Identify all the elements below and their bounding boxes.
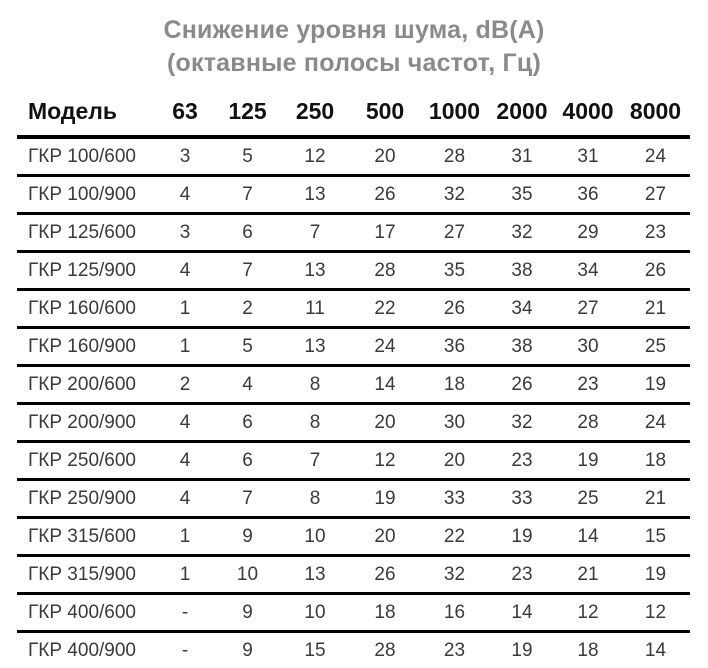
value-cell: 33 <box>489 480 555 518</box>
model-cell: ГКР 400/900 <box>17 632 155 668</box>
value-cell: 19 <box>489 632 555 668</box>
value-cell: 4 <box>155 176 215 214</box>
value-cell: 23 <box>489 442 555 480</box>
value-cell: 7 <box>215 176 280 214</box>
model-cell: ГКР 100/900 <box>17 176 155 214</box>
value-cell: 31 <box>555 137 621 176</box>
value-cell: 12 <box>280 137 350 176</box>
table-row <box>17 252 690 290</box>
value-cell: 24 <box>350 328 420 366</box>
table-title-line2: (октавные полосы частот, Гц) <box>0 47 708 80</box>
value-cell: 2 <box>215 290 280 328</box>
value-cell: 20 <box>350 404 420 442</box>
column-header-frequency-63: 63 <box>155 90 215 137</box>
value-cell: 5 <box>215 137 280 176</box>
value-cell: 38 <box>489 328 555 366</box>
table-row <box>17 480 690 518</box>
value-cell: 23 <box>555 366 621 404</box>
value-cell: 21 <box>621 290 690 328</box>
column-header-frequency-2000: 2000 <box>489 90 555 137</box>
value-cell: 26 <box>489 366 555 404</box>
noise-table-body <box>17 137 690 668</box>
column-header-frequency-500: 500 <box>350 90 420 137</box>
value-cell: 15 <box>280 632 350 668</box>
value-cell: 13 <box>280 328 350 366</box>
model-cell: ГКР 200/600 <box>17 366 155 404</box>
value-cell: 10 <box>215 556 280 594</box>
value-cell: 32 <box>489 214 555 252</box>
value-cell: 28 <box>420 137 489 176</box>
value-cell: 30 <box>555 328 621 366</box>
value-cell: 19 <box>621 556 690 594</box>
table-row <box>17 404 690 442</box>
table-row <box>17 518 690 556</box>
value-cell: 28 <box>350 632 420 668</box>
value-cell: 10 <box>280 518 350 556</box>
value-cell: 6 <box>215 214 280 252</box>
table-row <box>17 594 690 632</box>
value-cell: 7 <box>215 480 280 518</box>
value-cell: 38 <box>489 252 555 290</box>
model-cell: ГКР 250/900 <box>17 480 155 518</box>
value-cell: 28 <box>555 404 621 442</box>
value-cell: 1 <box>155 556 215 594</box>
value-cell: 14 <box>555 518 621 556</box>
value-cell: 28 <box>350 252 420 290</box>
model-cell: ГКР 200/900 <box>17 404 155 442</box>
value-cell: - <box>155 632 215 668</box>
value-cell: 24 <box>621 137 690 176</box>
value-cell: 23 <box>621 214 690 252</box>
noise-reduction-table <box>17 90 690 668</box>
model-cell: ГКР 125/900 <box>17 252 155 290</box>
value-cell: 4 <box>155 404 215 442</box>
value-cell: 30 <box>420 404 489 442</box>
value-cell: 8 <box>280 366 350 404</box>
value-cell: 19 <box>350 480 420 518</box>
value-cell: 19 <box>555 442 621 480</box>
value-cell: 20 <box>350 137 420 176</box>
value-cell: 20 <box>420 442 489 480</box>
value-cell: 19 <box>621 366 690 404</box>
value-cell: 19 <box>489 518 555 556</box>
value-cell: 35 <box>420 252 489 290</box>
value-cell: 16 <box>420 594 489 632</box>
value-cell: 33 <box>420 480 489 518</box>
value-cell: 11 <box>280 290 350 328</box>
value-cell: 10 <box>280 594 350 632</box>
value-cell: 35 <box>489 176 555 214</box>
column-header-frequency-1000: 1000 <box>420 90 489 137</box>
value-cell: 12 <box>555 594 621 632</box>
value-cell: 15 <box>621 518 690 556</box>
value-cell: 31 <box>489 137 555 176</box>
table-header-row <box>17 90 690 137</box>
value-cell: 22 <box>420 518 489 556</box>
value-cell: 32 <box>420 176 489 214</box>
column-header-frequency-8000: 8000 <box>621 90 690 137</box>
value-cell: 32 <box>420 556 489 594</box>
model-cell: ГКР 125/600 <box>17 214 155 252</box>
table-row <box>17 366 690 404</box>
value-cell: 4 <box>155 252 215 290</box>
value-cell: 12 <box>621 594 690 632</box>
value-cell: 9 <box>215 518 280 556</box>
value-cell: 36 <box>420 328 489 366</box>
value-cell: 14 <box>621 632 690 668</box>
table-title <box>0 0 708 80</box>
value-cell: 3 <box>155 137 215 176</box>
value-cell: 21 <box>555 556 621 594</box>
model-cell: ГКР 160/600 <box>17 290 155 328</box>
value-cell: 26 <box>350 556 420 594</box>
table-row <box>17 442 690 480</box>
value-cell: 36 <box>555 176 621 214</box>
value-cell: 21 <box>621 480 690 518</box>
value-cell: 12 <box>350 442 420 480</box>
value-cell: 20 <box>350 518 420 556</box>
value-cell: 18 <box>350 594 420 632</box>
model-cell: ГКР 100/600 <box>17 137 155 176</box>
table-row <box>17 556 690 594</box>
value-cell: 7 <box>280 442 350 480</box>
table-row <box>17 137 690 176</box>
value-cell: 25 <box>555 480 621 518</box>
table-row <box>17 176 690 214</box>
column-header-model: Модель <box>17 90 155 137</box>
value-cell: 26 <box>350 176 420 214</box>
value-cell: 23 <box>489 556 555 594</box>
value-cell: 6 <box>215 442 280 480</box>
value-cell: 6 <box>215 404 280 442</box>
value-cell: 1 <box>155 518 215 556</box>
value-cell: - <box>155 594 215 632</box>
value-cell: 13 <box>280 556 350 594</box>
table-row <box>17 214 690 252</box>
value-cell: 8 <box>280 480 350 518</box>
value-cell: 8 <box>280 404 350 442</box>
value-cell: 13 <box>280 252 350 290</box>
model-cell: ГКР 250/600 <box>17 442 155 480</box>
value-cell: 18 <box>621 442 690 480</box>
value-cell: 25 <box>621 328 690 366</box>
column-header-frequency-125: 125 <box>215 90 280 137</box>
value-cell: 5 <box>215 328 280 366</box>
value-cell: 23 <box>420 632 489 668</box>
value-cell: 2 <box>155 366 215 404</box>
value-cell: 1 <box>155 290 215 328</box>
value-cell: 22 <box>350 290 420 328</box>
value-cell: 27 <box>555 290 621 328</box>
value-cell: 1 <box>155 328 215 366</box>
model-cell: ГКР 315/900 <box>17 556 155 594</box>
value-cell: 18 <box>420 366 489 404</box>
value-cell: 29 <box>555 214 621 252</box>
value-cell: 26 <box>621 252 690 290</box>
value-cell: 13 <box>280 176 350 214</box>
value-cell: 4 <box>155 442 215 480</box>
model-cell: ГКР 400/600 <box>17 594 155 632</box>
value-cell: 32 <box>489 404 555 442</box>
value-cell: 4 <box>155 480 215 518</box>
table-title-line1: Снижение уровня шума, dB(A) <box>0 14 708 47</box>
value-cell: 24 <box>621 404 690 442</box>
value-cell: 34 <box>489 290 555 328</box>
value-cell: 7 <box>280 214 350 252</box>
table-row <box>17 328 690 366</box>
value-cell: 14 <box>489 594 555 632</box>
table-row <box>17 632 690 668</box>
value-cell: 18 <box>555 632 621 668</box>
value-cell: 14 <box>350 366 420 404</box>
value-cell: 27 <box>420 214 489 252</box>
model-cell: ГКР 315/600 <box>17 518 155 556</box>
value-cell: 4 <box>215 366 280 404</box>
value-cell: 9 <box>215 632 280 668</box>
value-cell: 26 <box>420 290 489 328</box>
value-cell: 34 <box>555 252 621 290</box>
column-header-frequency-250: 250 <box>280 90 350 137</box>
value-cell: 7 <box>215 252 280 290</box>
value-cell: 3 <box>155 214 215 252</box>
column-header-frequency-4000: 4000 <box>555 90 621 137</box>
value-cell: 17 <box>350 214 420 252</box>
value-cell: 9 <box>215 594 280 632</box>
value-cell: 27 <box>621 176 690 214</box>
model-cell: ГКР 160/900 <box>17 328 155 366</box>
table-row <box>17 290 690 328</box>
